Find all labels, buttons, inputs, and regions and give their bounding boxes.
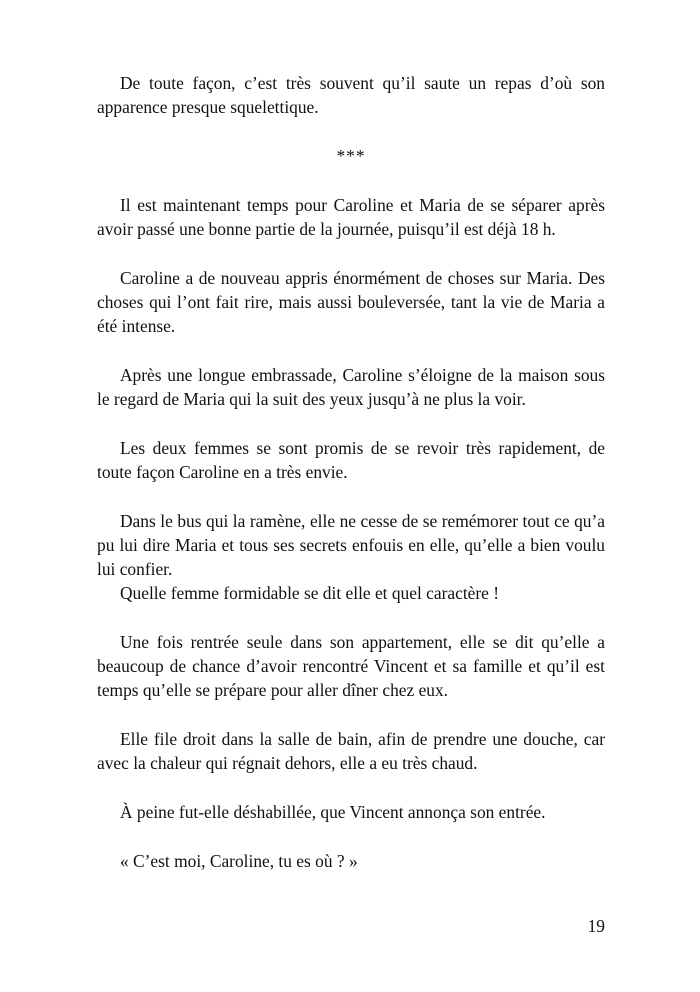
paragraph: Les deux femmes se sont promis de se revoir très rapidement, de toute façon Caroline en a très envie. [97, 438, 605, 482]
paragraph: Quelle femme formidable se dit elle et quel caractère ! [120, 583, 500, 603]
section-separator: *** [336, 146, 366, 166]
paragraph: « C’est moi, Caroline, tu es où ? » [120, 851, 358, 871]
paragraph: Après une longue embrassade, Caroline s’éloigne de la maison sous le regard de Maria qui la suit des yeux jusqu’à ne plus la voir. [97, 365, 605, 409]
paragraph: Dans le bus qui la ramène, elle ne cesse de se remémorer tout ce qu’a pu lui dire Maria et tous ses secrets enfouis en elle, qu’elle a bien voulu lui confier. [97, 511, 605, 579]
paragraph: Elle file droit dans la salle de bain, afin de prendre une douche, car avec la chaleur qui régnait dehors, elle a eu très chaud. [97, 729, 605, 773]
paragraph: Caroline a de nouveau appris énormément de choses sur Maria. Des choses qui l’ont fait rire, mais aussi bouleversée, tant la vie de Maria a été intense. [97, 268, 605, 336]
page-body [97, 71, 605, 873]
paragraph: Il est maintenant temps pour Caroline et Maria de se séparer après avoir passé une bonne partie de la journée, puisqu’il est déjà 18 h. [97, 195, 605, 239]
page-number: 19 [587, 916, 605, 936]
paragraph: À peine fut-elle déshabillée, que Vincent annonça son entrée. [120, 802, 546, 822]
paragraph: Une fois rentrée seule dans son appartement, elle se dit qu’elle a beaucoup de chance d’avoir rencontré Vincent et sa famille et qu’il est temps qu’elle se prépare pour aller dîner chez eux. [97, 632, 605, 700]
paragraph: De toute façon, c’est très souvent qu’il saute un repas d’où son apparence presque squelettique. [97, 73, 605, 117]
